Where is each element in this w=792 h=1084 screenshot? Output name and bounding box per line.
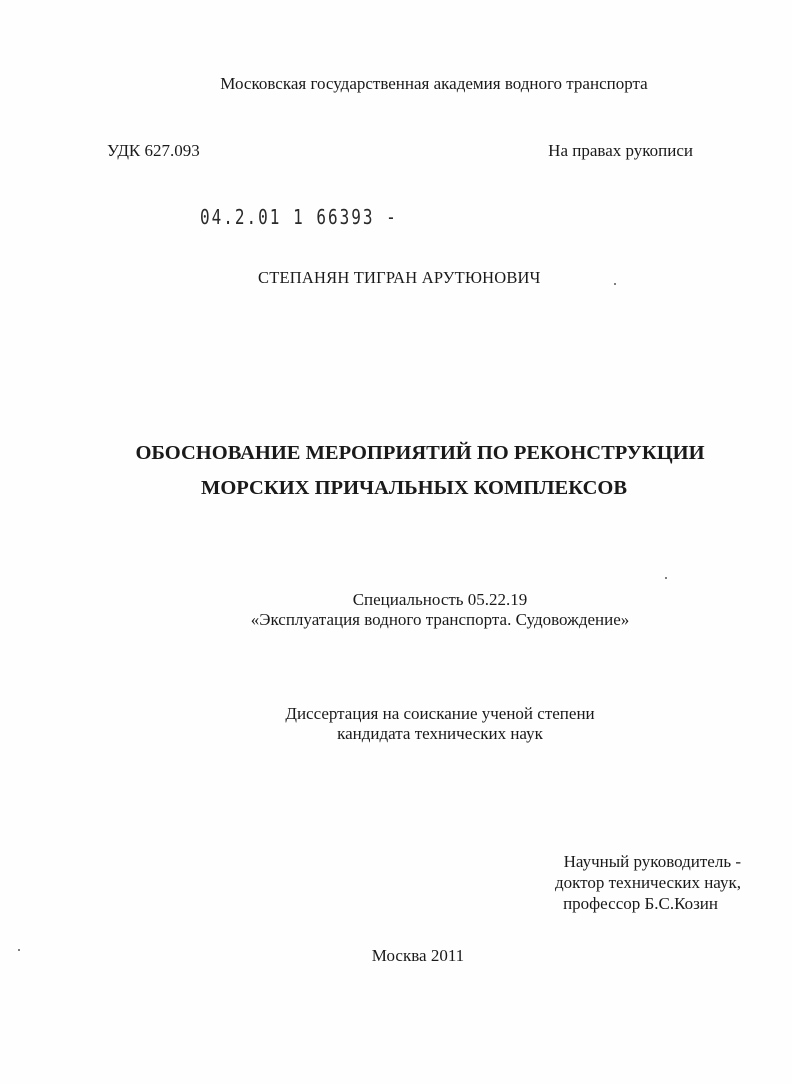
dissertation-title-line-2: МОРСКИХ ПРИЧАЛЬНЫХ КОМПЛЕКСОВ — [200, 477, 628, 499]
supervisor-role: Научный руководитель - — [563, 852, 741, 871]
scan-speck — [614, 283, 616, 285]
supervisor-degree: доктор технических наук, — [554, 873, 741, 892]
author-name: СТЕПАНЯН ТИГРАН АРУТЮНОВИЧ — [258, 268, 541, 287]
scan-speck — [18, 949, 20, 951]
city-year: Москва 2011 — [371, 946, 465, 965]
institution-name: Московская государственная академия водного транспорта — [220, 74, 648, 93]
specialty-code: Специальность 05.22.19 — [352, 590, 528, 609]
udk-code: УДК 627.093 — [107, 141, 200, 160]
scan-speck — [665, 577, 667, 579]
dissertation-title-line-1: ОБОСНОВАНИЕ МЕРОПРИЯТИЙ ПО РЕКОНСТРУКЦИИ — [135, 442, 705, 464]
specialty-name: «Эксплуатация водного транспорта. Судовождение» — [250, 610, 630, 629]
supervisor-name: профессор Б.С.Козин — [563, 894, 718, 913]
manuscript-rights-note: На правах рукописи — [548, 141, 693, 160]
registration-stamp: 04.2.01 1 66393 - — [200, 205, 398, 229]
degree-line-2: кандидата технических наук — [337, 724, 543, 743]
degree-line-1: Диссертация на соискание ученой степени — [285, 704, 595, 723]
